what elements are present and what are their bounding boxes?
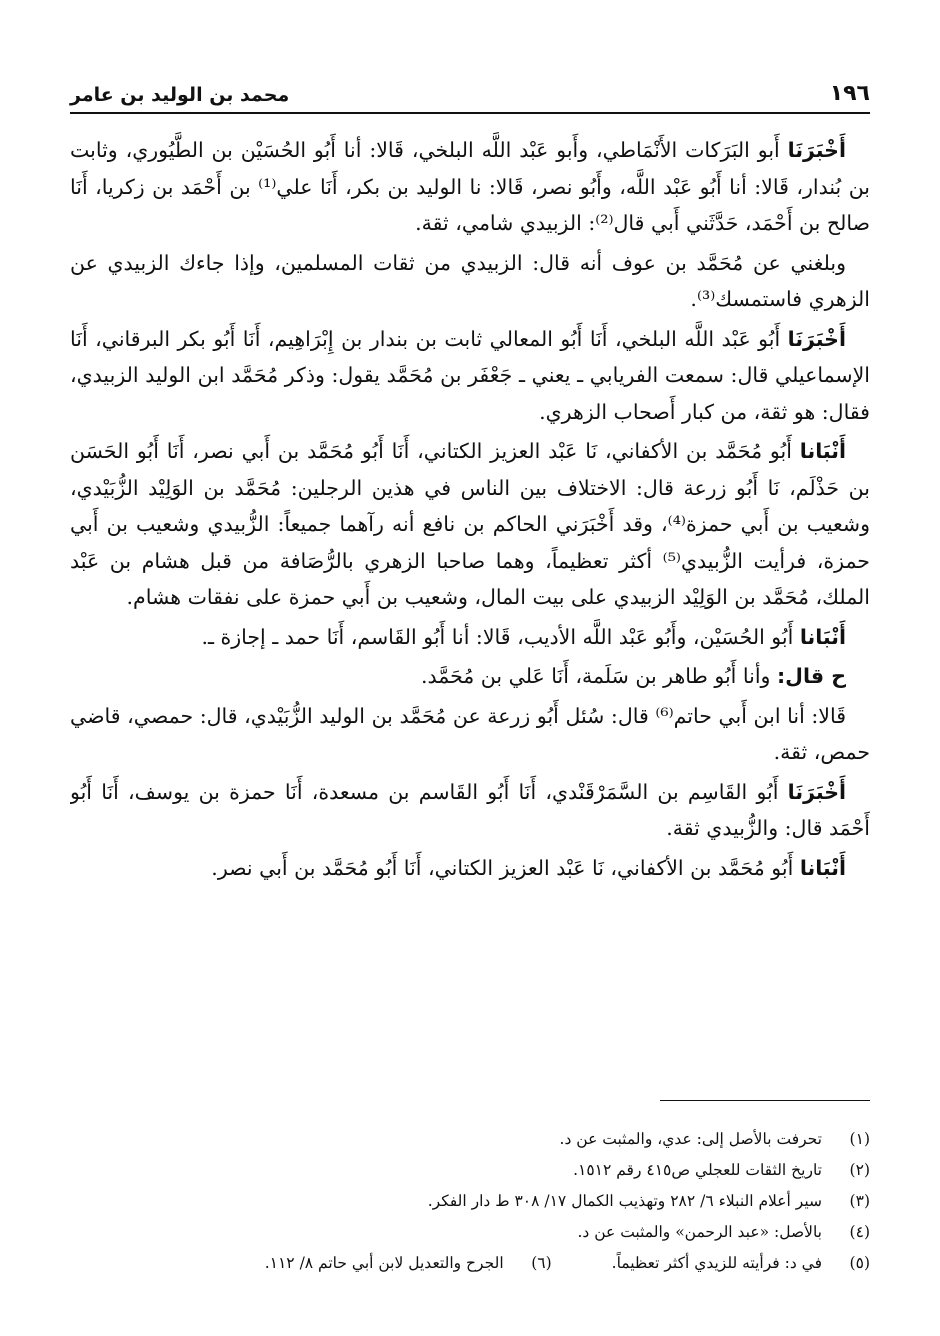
footnote — [70, 1186, 870, 1217]
isnad-lead: أَنْبَانا — [799, 624, 846, 649]
paragraph — [70, 132, 870, 242]
paragraph-text: وأنا أَبُو طاهر بن سَلَمة، أَنَا عَلي بن مُحَمَّد. — [420, 664, 771, 688]
paragraph — [70, 619, 870, 656]
paragraph-text: قَالا: أنا ابن أَبي حاتم⁽⁶⁾ قال: سُئل أَبُو زرعة عن مُحَمَّد بن الوليد الزُّبَيْدي، قال: حمصي، قاضي حمص، ثقة. — [70, 703, 870, 764]
footnotes — [70, 1124, 870, 1274]
footnote — [70, 1155, 870, 1186]
paragraph — [70, 245, 870, 318]
paragraph-text: أَبُو مُحَمَّد بن الأكفاني، نَا عَبْد العزيز الكتاني، أَنَا أَبُو مُحَمَّد بن أَبي نصر، أَنَا أَبُو الحَسَن بن حَذْلَم، نَا أَبُو زرعة قال: الاختلاف بين الناس في هذين الرجلين: مُحَمَّد بن الوَلِيْد الزُّبَيْدي، وشعيب بن أَبي حمزة⁽⁴⁾، وقد أَخْبَرَني الحاكم بن نافع أنه رآهما جميعاً: الزُّبيدي وشعيب بن أَبي حمزة، فرأيت الزُّبيدي⁽⁵⁾ أكثر تعظيماً، وهما صاحبا الزهري بالرُّصَافة من قبل هشام بن عَبْد الملك، مُحَمَّد بن الوَلِيْد الزبيدي على بيت المال، وشعيب بن أَبي حمزة على نفقات هشام. — [70, 439, 870, 609]
footnote-text: الجرح والتعديل لابن أبي حاتم ٨/ ١١٢. — [264, 1254, 504, 1272]
footnote-text: في د: فرأيته للزيدي أكثر تعظيماً. — [611, 1254, 822, 1272]
main-text — [70, 132, 870, 1067]
paragraph — [70, 698, 870, 771]
footnote-text: سير أعلام النبلاء ٦/ ٢٨٢ وتهذيب الكمال ١٧/ ٣٠٨ ط دار الفكر. — [427, 1192, 822, 1210]
paragraph-text: أَبُو عَبْد اللَّه البلخي، أَنَا أَبُو المعالي ثابت بن بندار بن إِبْرَاهِيم، أَنَا أَبُو بكر البرقاني، أَنَا الإسماعيلي قال: سمعت الفريابي ـ يعني ـ جَعْفَر بن مُحَمَّد يقول: وذكر مُحَمَّد ابن الوليد الزبيدي، فقال: هو ثقة، من كبار أَصحاب الزهري. — [70, 326, 870, 424]
isnad-lead: أَنْبَانا — [799, 439, 846, 463]
paragraph — [70, 774, 870, 847]
page-number: ١٩٦ — [829, 81, 870, 106]
running-title: محمد بن الوليد بن عامر — [70, 84, 290, 106]
footnote-text: تاريخ الثقات للعجلي ص٤١٥ رقم ١٥١٢. — [573, 1161, 822, 1179]
paragraph — [70, 321, 870, 431]
paragraph — [70, 433, 870, 616]
paragraph-text: وبلغني عن مُحَمَّد بن عوف أنه قال: الزبيدي من ثقات المسلمين، وإذا جاءك الزبيدي عن الزهري فاستمسك⁽³⁾. — [70, 250, 870, 311]
running-header — [70, 66, 870, 114]
isnad-lead: ح قال: — [776, 664, 846, 688]
footnote-text: بالأصل: «عبد الرحمن» والمثبت عن د. — [577, 1223, 822, 1241]
footnote-number: (٤) — [849, 1223, 870, 1241]
isnad-lead: أَخْبَرَنَا — [787, 326, 846, 351]
isnad-lead: أَخْبَرَنَا — [787, 138, 846, 162]
isnad-lead: أَنْبَانا — [799, 855, 846, 880]
paragraph-text: أَبُو مُحَمَّد بن الأكفاني، نَا عَبْد العزيز الكتاني، أَنَا أَبُو مُحَمَّد بن أَبي نصر. — [211, 855, 794, 880]
isnad-lead: أَخْبَرَنَا — [787, 779, 846, 804]
footnote-number: (٦) — [531, 1254, 552, 1272]
paragraph — [70, 658, 870, 695]
footnote-row — [70, 1248, 870, 1274]
footnote-text: تحرفت بالأصل إلى: عدي، والمثبت عن د. — [559, 1130, 822, 1148]
paragraph-text: أَبو البَرَكات الأَنْمَاطي، وأَبو عَبْد اللَّه البلخي، قَالا: أنا أَبُو الحُسَيْن بن الطَّيُوري، وثابت بن بُندار، قَالا: أنا أَبُو عَبْد اللَّه، وأَبُو نصر، قَالا: نا الوليد بن بكر، أَنَا علي⁽¹⁾ بن أَحْمَد بن زكريا، أَنَا صالح بن أَحْمَد، حَدَّثَني أَبي قال⁽²⁾: الزبيدي شامي، ثقة. — [70, 138, 870, 235]
paragraph — [70, 850, 870, 887]
footnote — [70, 1217, 870, 1248]
footnote-number: (٥) — [849, 1254, 870, 1272]
footnote-number: (١) — [849, 1130, 870, 1148]
paragraph-text: أَبُو الحُسَيْن، وأَبُو عَبْد اللَّه الأديب، قَالا: أنا أَبُو القَاسم، أَنَا حمد ـ إجازة ـ. — [201, 624, 794, 649]
paragraph-text: أَبُو القَاسِم بن السَّمَرْقَنْدي، أَنَا أَبُو القَاسم بن مسعدة، أَنَا حمزة بن يوسف، أَنَا أَبُو أَحْمَد قال: والزُّبيدي ثقة. — [70, 779, 870, 840]
footnote-divider — [660, 1100, 870, 1101]
footnote — [70, 1124, 870, 1155]
footnote-number: (٢) — [849, 1161, 870, 1179]
footnote-number: (٣) — [849, 1192, 870, 1210]
